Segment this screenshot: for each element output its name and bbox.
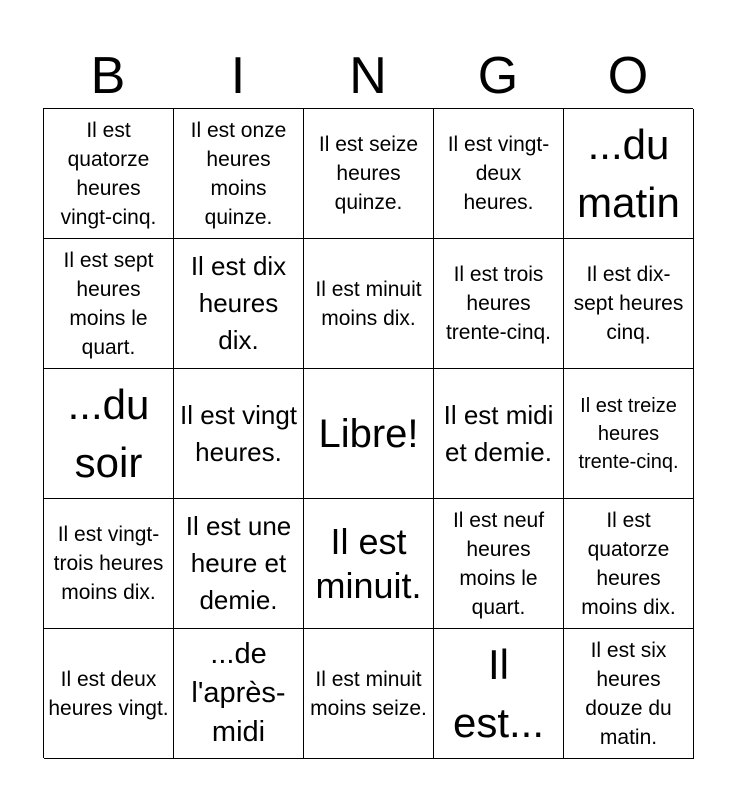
bingo-cell-r5-c3[interactable] bbox=[304, 629, 434, 759]
bingo-cell-r3-c3[interactable] bbox=[304, 369, 434, 499]
header-letter-i: I bbox=[230, 47, 246, 105]
cell-text: Il est treize heures trente-cinq. bbox=[578, 394, 679, 473]
bingo-cell-r4-c5[interactable] bbox=[564, 499, 694, 629]
bingo-cell-r4-c2[interactable] bbox=[174, 499, 304, 629]
cell-text: Il est dix heures dix. bbox=[190, 251, 287, 355]
header-letter-g: G bbox=[477, 47, 519, 105]
bingo-cell-r1-c1[interactable] bbox=[44, 109, 174, 239]
bingo-cell-r5-c1[interactable] bbox=[44, 629, 174, 759]
header-letter-b: B bbox=[90, 47, 126, 105]
bingo-board bbox=[43, 108, 693, 758]
cell-text: ...du matin bbox=[577, 120, 680, 226]
bingo-cell-r1-c4[interactable] bbox=[434, 109, 564, 239]
bingo-header bbox=[43, 44, 693, 108]
cell-text: Il est midi et demie. bbox=[443, 399, 554, 467]
bingo-cell-r5-c5[interactable] bbox=[564, 629, 694, 759]
bingo-cell-r4-c1[interactable] bbox=[44, 499, 174, 629]
free-space-text: Libre! bbox=[318, 411, 419, 456]
bingo-cell-r4-c4[interactable] bbox=[434, 499, 564, 629]
bingo-cell-r2-c3[interactable] bbox=[304, 239, 434, 369]
bingo-cell-r2-c4[interactable] bbox=[434, 239, 564, 369]
bingo-cell-r5-c4[interactable] bbox=[434, 629, 564, 759]
bingo-cell-r2-c5[interactable] bbox=[564, 239, 694, 369]
header-letter-o: O bbox=[607, 47, 649, 105]
cell-text: ...du soir bbox=[67, 380, 150, 486]
cell-text: Il est... bbox=[452, 640, 545, 746]
bingo-cell-r1-c2[interactable] bbox=[174, 109, 304, 239]
cell-text: Il est vingt-deux heures. bbox=[447, 133, 550, 214]
bingo-cell-r3-c2[interactable] bbox=[174, 369, 304, 499]
cell-text: Il est minuit moins dix. bbox=[315, 277, 422, 330]
cell-text: Il est vingt-trois heures moins dix. bbox=[53, 523, 164, 604]
cell-text: Il est seize heures quinze. bbox=[318, 133, 419, 214]
cell-text: Il est quatorze heures moins dix. bbox=[581, 508, 676, 619]
cell-text: Il est quatorze heures vingt-cinq. bbox=[60, 118, 157, 229]
bingo-cell-r5-c2[interactable] bbox=[174, 629, 304, 759]
bingo-cell-r2-c2[interactable] bbox=[174, 239, 304, 369]
cell-text: Il est minuit moins seize. bbox=[310, 667, 427, 720]
bingo-cell-r3-c4[interactable] bbox=[434, 369, 564, 499]
cell-text: Il est neuf heures moins le quart. bbox=[452, 508, 545, 619]
bingo-cell-r3-c1[interactable] bbox=[44, 369, 174, 499]
cell-text: Il est deux heures vingt. bbox=[48, 667, 169, 720]
cell-text: Il est onze heures moins quinze. bbox=[190, 118, 287, 229]
cell-text: Il est vingt heures. bbox=[179, 399, 298, 467]
cell-text: Il est sept heures moins le quart. bbox=[63, 248, 154, 359]
cell-text: ...de l'après-midi bbox=[191, 638, 286, 748]
cell-text: Il est trois heures trente-cinq. bbox=[445, 263, 552, 344]
bingo-cell-r4-c3[interactable] bbox=[304, 499, 434, 629]
bingo-cell-r1-c5[interactable] bbox=[564, 109, 694, 239]
cell-text: Il est minuit. bbox=[315, 520, 422, 606]
bingo-cell-r2-c1[interactable] bbox=[44, 239, 174, 369]
cell-text: Il est six heures douze du matin. bbox=[585, 638, 672, 749]
bingo-cell-r3-c5[interactable] bbox=[564, 369, 694, 499]
bingo-cell-r1-c3[interactable] bbox=[304, 109, 434, 239]
header-letter-n: N bbox=[349, 47, 387, 105]
cell-text: Il est dix-sept heures cinq. bbox=[573, 263, 684, 344]
cell-text: Il est une heure et demie. bbox=[185, 511, 292, 615]
